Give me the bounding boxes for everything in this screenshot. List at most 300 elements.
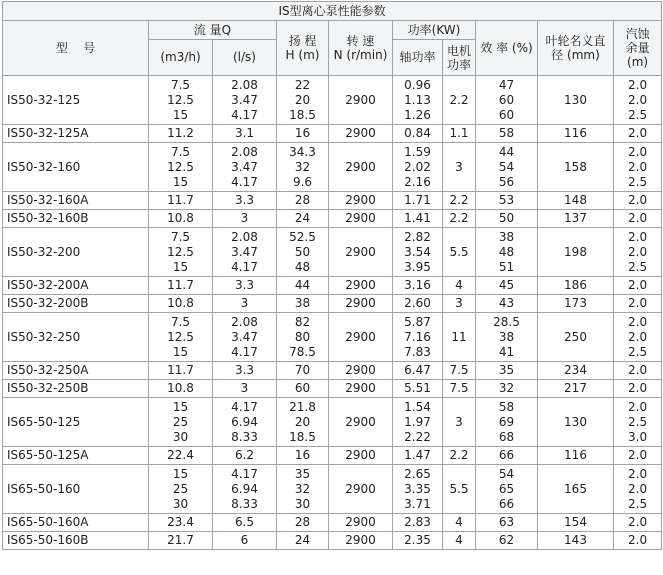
flow-m3h-cell — [149, 277, 213, 295]
cell-value: 50 — [294, 244, 311, 259]
header-npsh-1: 汽蚀 — [625, 27, 650, 41]
cell-value: 4.17 — [231, 466, 258, 481]
cell-value: 15 — [172, 107, 189, 122]
efficiency-cell — [476, 398, 538, 447]
speed-cell: 2900 — [329, 398, 393, 447]
cell-value: 6.2 — [234, 448, 255, 462]
cell-value: 7.16 — [404, 329, 431, 344]
cell-value: 6.94 — [231, 414, 258, 429]
flow-m3h-cell — [149, 398, 213, 447]
header-flow-ls: (l/s) — [213, 40, 277, 76]
cell-value: 2.0 — [628, 515, 648, 529]
flow-m3h-cell — [149, 210, 213, 228]
cell-value: 6.5 — [234, 515, 255, 529]
cell-value: 2.0 — [628, 126, 648, 140]
speed-cell: 2900 — [329, 295, 393, 313]
cell-value: 32 — [294, 481, 311, 496]
cell-value: 2.82 — [404, 229, 431, 244]
motor-power-cell: 3 — [443, 295, 476, 313]
flow-m3h-cell — [149, 447, 213, 465]
efficiency-cell — [476, 532, 538, 550]
motor-power-cell: 4 — [443, 532, 476, 550]
cell-value: 25 — [172, 414, 189, 429]
cell-value: 34.3 — [289, 144, 316, 159]
speed-cell: 2900 — [329, 447, 393, 465]
cell-value: 35 — [294, 466, 311, 481]
cell-value: 5.51 — [404, 381, 431, 395]
model-cell: IS50-32-250 — [3, 313, 149, 362]
flow-m3h-cell — [149, 228, 213, 277]
cell-value: 82 — [294, 314, 311, 329]
cell-value: 20 — [294, 92, 311, 107]
cell-value: 2.02 — [404, 159, 431, 174]
cell-value: 1.13 — [404, 92, 431, 107]
cell-value: 3.0 — [628, 429, 648, 444]
flow-ls-cell — [213, 295, 277, 313]
model-cell: IS50-32-200B — [3, 295, 149, 313]
speed-cell: 2900 — [329, 125, 393, 143]
header-speed — [329, 21, 393, 76]
flow-m3h-cell — [149, 362, 213, 380]
cell-value: 11.7 — [167, 363, 194, 377]
cell-value: 2.0 — [628, 329, 648, 344]
table-row — [3, 380, 662, 398]
head-cell — [277, 76, 329, 125]
cell-value: 1.26 — [404, 107, 431, 122]
cell-value: 2.0 — [628, 193, 648, 207]
cell-value: 2.0 — [628, 211, 648, 225]
impeller-cell: 158 — [538, 143, 614, 192]
cell-value: 15 — [172, 399, 189, 414]
header-npsh-3: (m) — [627, 55, 649, 69]
table-caption: IS型离心泵性能参数 — [3, 2, 662, 21]
model-cell: IS65-50-125 — [3, 398, 149, 447]
cell-value: 41 — [498, 344, 515, 359]
cell-value: 2.0 — [628, 314, 648, 329]
cell-value: 32 — [294, 159, 311, 174]
flow-m3h-cell — [149, 125, 213, 143]
cell-value: 2.5 — [628, 496, 648, 511]
cell-value: 58 — [498, 126, 515, 140]
cell-value: 3 — [240, 211, 249, 225]
cell-value: 15 — [172, 466, 189, 481]
cell-value: 8.33 — [231, 429, 258, 444]
flow-ls-cell — [213, 277, 277, 295]
cell-value: 35 — [498, 363, 515, 377]
shaft-power-cell — [393, 295, 443, 313]
model-cell: IS50-32-200 — [3, 228, 149, 277]
spec-table-container — [2, 1, 661, 550]
table-row — [3, 398, 662, 447]
npsh-cell — [614, 447, 662, 465]
cell-value: 47 — [498, 77, 515, 92]
efficiency-cell — [476, 277, 538, 295]
cell-value: 28 — [294, 515, 311, 529]
cell-value: 7.83 — [404, 344, 431, 359]
cell-value: 56 — [498, 174, 515, 189]
table-row — [3, 125, 662, 143]
efficiency-cell — [476, 295, 538, 313]
cell-value: 1.97 — [404, 414, 431, 429]
cell-value: 21.8 — [289, 399, 316, 414]
cell-value: 2.60 — [404, 296, 431, 310]
shaft-power-cell — [393, 532, 443, 550]
cell-value: 10.8 — [167, 211, 194, 225]
flow-ls-cell — [213, 398, 277, 447]
cell-value: 60 — [498, 92, 515, 107]
cell-value: 11.7 — [167, 193, 194, 207]
head-cell — [277, 313, 329, 362]
cell-value: 20 — [294, 414, 311, 429]
flow-ls-cell — [213, 143, 277, 192]
cell-value: 3.47 — [231, 244, 258, 259]
efficiency-cell — [476, 380, 538, 398]
cell-value: 52.5 — [289, 229, 316, 244]
model-cell: IS65-50-125A — [3, 447, 149, 465]
cell-value: 3.16 — [404, 278, 431, 292]
cell-value: 78.5 — [289, 344, 316, 359]
table-row — [3, 228, 662, 277]
speed-cell: 2900 — [329, 532, 393, 550]
npsh-cell — [614, 514, 662, 532]
speed-cell: 2900 — [329, 313, 393, 362]
cell-value: 16 — [294, 126, 311, 140]
cell-value: 2.35 — [404, 533, 431, 547]
shaft-power-cell — [393, 125, 443, 143]
flow-ls-cell — [213, 76, 277, 125]
cell-value: 68 — [498, 429, 515, 444]
efficiency-cell — [476, 125, 538, 143]
cell-value: 38 — [498, 229, 515, 244]
motor-power-cell: 4 — [443, 277, 476, 295]
table-row — [3, 210, 662, 228]
motor-power-cell: 7.5 — [443, 362, 476, 380]
cell-value: 2.0 — [628, 399, 648, 414]
cell-value: 2.0 — [628, 159, 648, 174]
cell-value: 2.0 — [628, 466, 648, 481]
cell-value: 7.5 — [170, 229, 191, 244]
cell-value: 12.5 — [167, 244, 194, 259]
cell-value: 2.08 — [231, 229, 258, 244]
table-row — [3, 76, 662, 125]
cell-value: 2.5 — [628, 174, 648, 189]
header-impeller — [538, 21, 614, 76]
head-cell — [277, 380, 329, 398]
efficiency-cell — [476, 447, 538, 465]
efficiency-cell — [476, 465, 538, 514]
flow-ls-cell — [213, 447, 277, 465]
speed-cell: 2900 — [329, 277, 393, 295]
efficiency-cell — [476, 192, 538, 210]
cell-value: 4.17 — [231, 174, 258, 189]
flow-m3h-cell — [149, 380, 213, 398]
cell-value: 0.84 — [404, 126, 431, 140]
cell-value: 11.2 — [167, 126, 194, 140]
motor-power-cell: 5.5 — [443, 465, 476, 514]
cell-value: 4.17 — [231, 107, 258, 122]
cell-value: 2.0 — [628, 244, 648, 259]
table-row — [3, 192, 662, 210]
impeller-cell: 143 — [538, 532, 614, 550]
cell-value: 3.1 — [234, 126, 255, 140]
cell-value: 3.95 — [404, 259, 431, 274]
flow-ls-cell — [213, 380, 277, 398]
shaft-power-cell — [393, 313, 443, 362]
efficiency-cell — [476, 228, 538, 277]
header-motor-power-top: 电机 — [446, 43, 471, 58]
cell-value: 54 — [498, 159, 515, 174]
shaft-power-cell — [393, 192, 443, 210]
cell-value: 2.08 — [231, 77, 258, 92]
shaft-power-cell — [393, 380, 443, 398]
head-cell — [277, 228, 329, 277]
efficiency-cell — [476, 362, 538, 380]
npsh-cell — [614, 380, 662, 398]
head-cell — [277, 295, 329, 313]
model-cell: IS65-50-160A — [3, 514, 149, 532]
npsh-cell — [614, 76, 662, 125]
impeller-cell: 154 — [538, 514, 614, 532]
flow-ls-cell — [213, 514, 277, 532]
motor-power-cell: 7.5 — [443, 380, 476, 398]
npsh-cell — [614, 228, 662, 277]
cell-value: 3.35 — [404, 481, 431, 496]
cell-value: 18.5 — [289, 429, 316, 444]
cell-value: 45 — [498, 278, 515, 292]
flow-ls-cell — [213, 125, 277, 143]
table-row — [3, 143, 662, 192]
impeller-cell: 250 — [538, 313, 614, 362]
cell-value: 66 — [498, 496, 515, 511]
cell-value: 38 — [498, 329, 515, 344]
header-power: 功率(KW) — [393, 21, 476, 40]
cell-value: 44 — [498, 144, 515, 159]
flow-m3h-cell — [149, 76, 213, 125]
shaft-power-cell — [393, 514, 443, 532]
flow-ls-cell — [213, 228, 277, 277]
cell-value: 15 — [172, 174, 189, 189]
head-cell — [277, 125, 329, 143]
cell-value: 25 — [172, 481, 189, 496]
cell-value: 54 — [498, 466, 515, 481]
table-row — [3, 362, 662, 380]
header-flow-m3h: (m3/h) — [149, 40, 213, 76]
cell-value: 3.54 — [404, 244, 431, 259]
cell-value: 8.33 — [231, 496, 258, 511]
cell-value: 2.0 — [628, 144, 648, 159]
cell-value: 48 — [498, 244, 515, 259]
cell-value: 4.17 — [231, 259, 258, 274]
header-head-bottom: H (m) — [285, 48, 320, 62]
impeller-cell: 234 — [538, 362, 614, 380]
cell-value: 3.47 — [231, 92, 258, 107]
efficiency-cell — [476, 143, 538, 192]
impeller-cell: 186 — [538, 277, 614, 295]
cell-value: 9.6 — [292, 174, 313, 189]
cell-value: 1.71 — [404, 193, 431, 207]
header-model: 型 号 — [3, 21, 149, 76]
head-cell — [277, 398, 329, 447]
motor-power-cell: 2.2 — [443, 447, 476, 465]
flow-ls-cell — [213, 192, 277, 210]
shaft-power-cell — [393, 277, 443, 295]
cell-value: 12.5 — [167, 159, 194, 174]
cell-value: 24 — [294, 211, 311, 225]
flow-ls-cell — [213, 313, 277, 362]
cell-value: 11.7 — [167, 278, 194, 292]
cell-value: 2.0 — [628, 92, 648, 107]
cell-value: 66 — [498, 448, 515, 462]
cell-value: 32 — [498, 381, 515, 395]
motor-power-cell: 3 — [443, 143, 476, 192]
head-cell — [277, 210, 329, 228]
efficiency-cell — [476, 514, 538, 532]
cell-value: 6.47 — [404, 363, 431, 377]
table-row — [3, 447, 662, 465]
cell-value: 2.5 — [628, 344, 648, 359]
efficiency-cell — [476, 76, 538, 125]
shaft-power-cell — [393, 362, 443, 380]
npsh-cell — [614, 295, 662, 313]
cell-value: 7.5 — [170, 144, 191, 159]
cell-value: 4.17 — [231, 399, 258, 414]
shaft-power-cell — [393, 210, 443, 228]
model-cell: IS50-32-250B — [3, 380, 149, 398]
impeller-cell: 165 — [538, 465, 614, 514]
header-speed-bottom: N (r/min) — [333, 48, 388, 62]
cell-value: 3.3 — [234, 278, 255, 292]
header-npsh-2: 余量 — [625, 41, 650, 55]
speed-cell: 2900 — [329, 76, 393, 125]
speed-cell: 2900 — [329, 143, 393, 192]
cell-value: 2.5 — [628, 107, 648, 122]
model-cell: IS50-32-160B — [3, 210, 149, 228]
head-cell — [277, 192, 329, 210]
speed-cell: 2900 — [329, 192, 393, 210]
shaft-power-cell — [393, 228, 443, 277]
npsh-cell — [614, 192, 662, 210]
cell-value: 43 — [498, 296, 515, 310]
flow-ls-cell — [213, 532, 277, 550]
npsh-cell — [614, 532, 662, 550]
table-row — [3, 532, 662, 550]
cell-value: 69 — [498, 414, 515, 429]
impeller-cell: 130 — [538, 76, 614, 125]
model-cell: IS50-32-250A — [3, 362, 149, 380]
cell-value: 30 — [172, 496, 189, 511]
cell-value: 2.65 — [404, 466, 431, 481]
cell-value: 10.8 — [167, 381, 194, 395]
cell-value: 2.0 — [628, 77, 648, 92]
speed-cell: 2900 — [329, 465, 393, 514]
motor-power-cell: 5.5 — [443, 228, 476, 277]
flow-m3h-cell — [149, 143, 213, 192]
model-cell: IS65-50-160B — [3, 532, 149, 550]
cell-value: 44 — [294, 278, 311, 292]
cell-value: 2.0 — [628, 481, 648, 496]
cell-value: 22 — [294, 77, 311, 92]
flow-m3h-cell — [149, 465, 213, 514]
cell-value: 3 — [240, 296, 249, 310]
cell-value: 50 — [498, 211, 515, 225]
table-row — [3, 295, 662, 313]
table-row — [3, 313, 662, 362]
impeller-cell: 116 — [538, 447, 614, 465]
cell-value: 10.8 — [167, 296, 194, 310]
table-row — [3, 465, 662, 514]
cell-value: 53 — [498, 193, 515, 207]
cell-value: 2.0 — [628, 229, 648, 244]
cell-value: 5.87 — [404, 314, 431, 329]
header-motor-power-bottom: 功率 — [446, 57, 471, 72]
cell-value: 62 — [498, 533, 515, 547]
npsh-cell — [614, 210, 662, 228]
cell-value: 2.0 — [628, 533, 648, 547]
head-cell — [277, 532, 329, 550]
model-cell: IS65-50-160 — [3, 465, 149, 514]
motor-power-cell: 2.2 — [443, 76, 476, 125]
shaft-power-cell — [393, 76, 443, 125]
cell-value: 3.47 — [231, 329, 258, 344]
header-shaft-power: 轴功率 — [393, 40, 443, 76]
head-cell — [277, 362, 329, 380]
npsh-cell — [614, 313, 662, 362]
cell-value: 80 — [294, 329, 311, 344]
flow-m3h-cell — [149, 514, 213, 532]
flow-ls-cell — [213, 362, 277, 380]
cell-value: 23.4 — [167, 515, 194, 529]
header-speed-top: 转 速 — [346, 34, 375, 48]
npsh-cell — [614, 277, 662, 295]
cell-value: 2.22 — [404, 429, 431, 444]
cell-value: 30 — [294, 496, 311, 511]
cell-value: 2.5 — [628, 414, 648, 429]
cell-value: 28.5 — [493, 314, 520, 329]
cell-value: 48 — [294, 259, 311, 274]
cell-value: 65 — [498, 481, 515, 496]
cell-value: 22.4 — [167, 448, 194, 462]
cell-value: 58 — [498, 399, 515, 414]
header-head — [277, 21, 329, 76]
header-head-top: 扬 程 — [288, 34, 317, 48]
flow-m3h-cell — [149, 192, 213, 210]
cell-value: 2.83 — [404, 515, 431, 529]
table-header — [3, 2, 662, 76]
pump-performance-table — [2, 1, 662, 550]
flow-m3h-cell — [149, 295, 213, 313]
table-row — [3, 514, 662, 532]
impeller-cell: 116 — [538, 125, 614, 143]
cell-value: 3.3 — [234, 363, 255, 377]
cell-value: 6 — [240, 533, 249, 547]
shaft-power-cell — [393, 465, 443, 514]
cell-value: 2.0 — [628, 381, 648, 395]
cell-value: 1.47 — [404, 448, 431, 462]
header-impeller-top: 叶轮名义直 — [545, 34, 606, 48]
cell-value: 51 — [498, 259, 515, 274]
header-impeller-bottom: 径 (mm) — [551, 48, 600, 62]
head-cell — [277, 143, 329, 192]
cell-value: 1.41 — [404, 211, 431, 225]
head-cell — [277, 277, 329, 295]
speed-cell: 2900 — [329, 380, 393, 398]
flow-ls-cell — [213, 210, 277, 228]
shaft-power-cell — [393, 143, 443, 192]
npsh-cell — [614, 125, 662, 143]
flow-m3h-cell — [149, 313, 213, 362]
cell-value: 2.0 — [628, 278, 648, 292]
speed-cell: 2900 — [329, 228, 393, 277]
